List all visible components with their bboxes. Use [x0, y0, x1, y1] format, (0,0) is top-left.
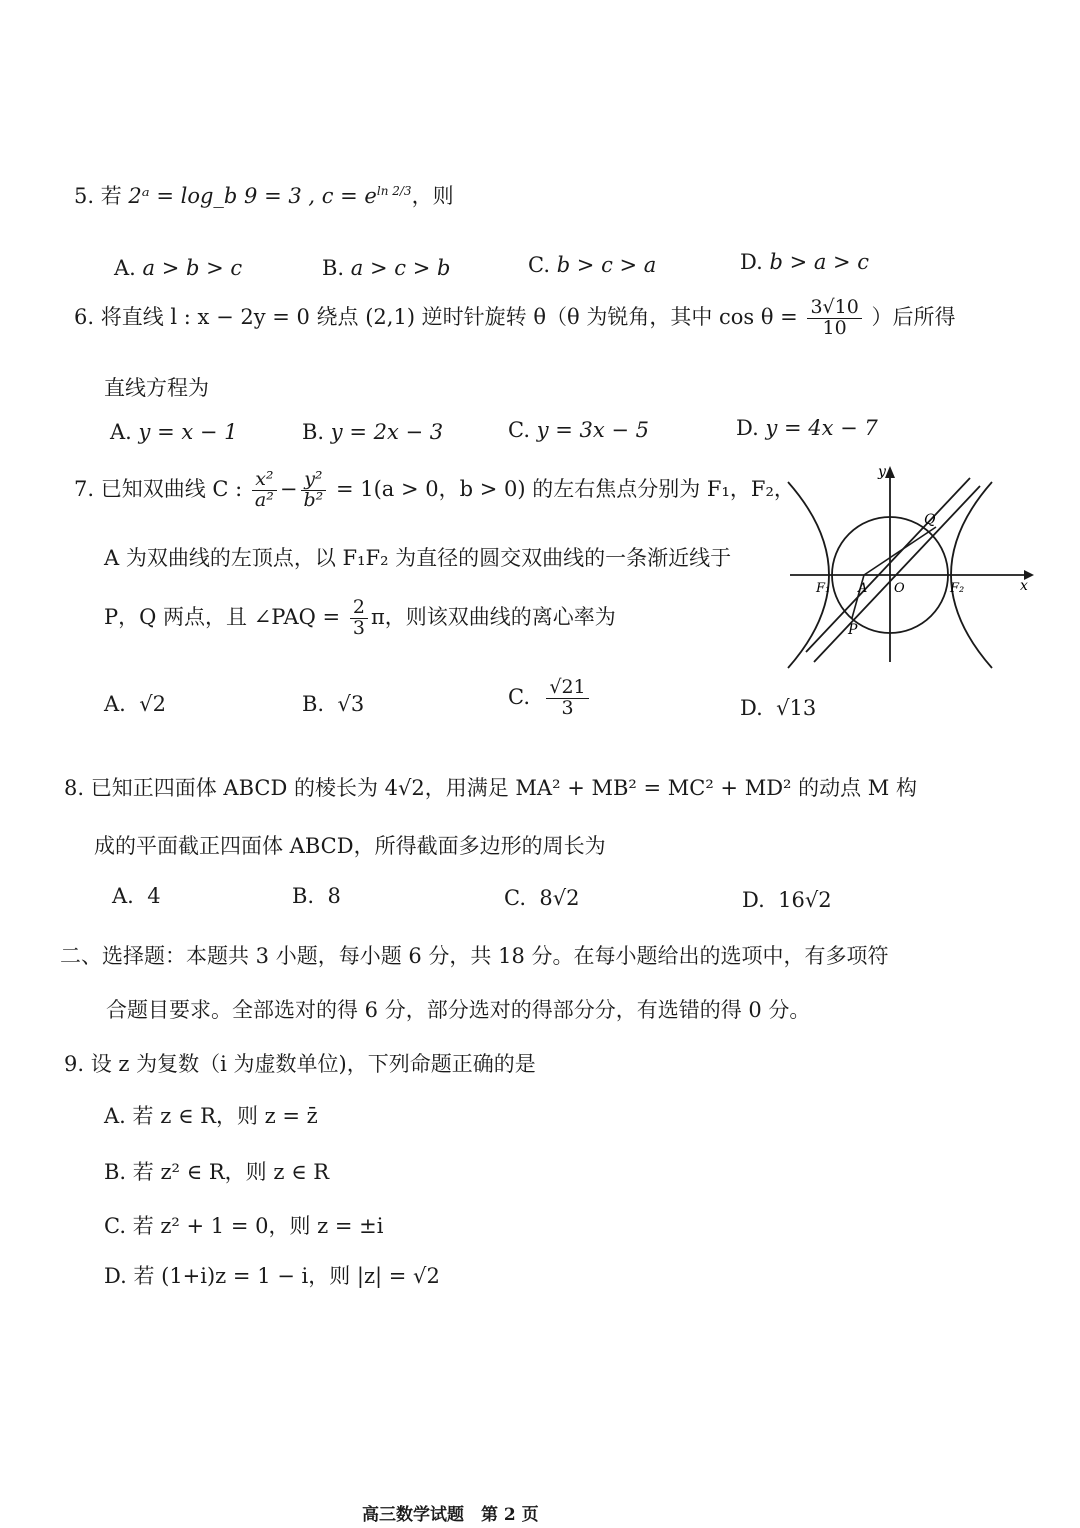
question-8-option-d: D. 16√2	[742, 888, 832, 912]
label-x: x	[1020, 578, 1028, 594]
label-p: P	[848, 622, 858, 638]
question-number: 5.	[74, 184, 95, 208]
question-6-option-b: B. y = 2x − 3	[302, 420, 444, 444]
question-8-stem-line2: 成的平面截正四面体 ABCD，所得截面多边形的周长为	[94, 834, 606, 858]
cos-fraction: $\frac{3√10}{10}$	[807, 298, 861, 339]
question-8-option-c: C. 8√2	[504, 886, 580, 910]
question-5-suffix: ，则	[411, 184, 454, 208]
question-6-option-c: C. y = 3x − 5	[508, 418, 650, 442]
question-6-text-end: ）后所得	[871, 304, 956, 329]
question-5-prefix: 若	[100, 184, 122, 208]
question-7-option-a: A. √2	[104, 692, 166, 716]
question-6-option-d: D. y = 4x − 7	[736, 416, 878, 440]
label-o: O	[894, 581, 905, 596]
angle-fraction: $\frac{2}{3}$	[350, 598, 368, 639]
question-7-option-d: D. √13	[740, 696, 817, 720]
question-7-option-b: B. √3	[302, 692, 365, 716]
question-7-text: 已知双曲线 C :	[100, 476, 243, 501]
label-q: Q	[924, 512, 936, 528]
question-number: 8.	[64, 776, 85, 800]
question-6-option-a: A. y = x − 1	[110, 420, 238, 444]
question-5-expression: 2ᵃ = log_b 9 = 3 , c = e	[128, 184, 377, 208]
label-f1: F₁	[816, 581, 831, 596]
question-7-option-c: C. $\frac{√21}{3}$	[508, 678, 592, 719]
question-9-option-b: B. 若 z² ∈ R，则 z ∈ R	[104, 1160, 330, 1184]
question-number: 9.	[64, 1052, 85, 1076]
section-2-instructions: 合题目要求。全部选对的得 6 分，部分选对的得部分分，有选错的得 0 分。	[106, 998, 811, 1022]
question-number: 7.	[74, 476, 95, 501]
option-c-fraction: $\frac{√21}{3}$	[546, 678, 588, 719]
segment-aq	[864, 527, 936, 575]
asymptote-line	[814, 486, 980, 662]
label-f2: F₂	[950, 581, 965, 596]
question-5-option-d: D. b > a > c	[740, 250, 870, 274]
y-axis-arrow	[885, 466, 895, 478]
question-7-text-b: = 1(a > 0，b > 0) 的左右焦点分别为 F₁，F₂，	[335, 476, 795, 501]
fraction-y: $\frac{\text{y²}}{\text{b²}}$	[300, 470, 326, 511]
question-6-stem-line2: 直线方程为	[104, 376, 209, 400]
question-5-exponent: ln 2/3	[376, 184, 412, 198]
question-8-option-a: A. 4	[112, 884, 161, 908]
question-9-option-c: C. 若 z² + 1 = 0，则 z = ±i	[104, 1214, 384, 1238]
hyperbola-figure	[784, 462, 1034, 670]
question-8-option-b: B. 8	[292, 884, 341, 908]
question-9-option-d: D. 若 (1+i)z = 1 − i，则 |z| = √2	[104, 1264, 440, 1288]
page-footer: 高三数学试题 第 2 页	[362, 1505, 539, 1525]
question-5-stem	[74, 184, 454, 209]
asymptote-line-2	[806, 478, 970, 652]
question-5-option-a: A. a > b > c	[114, 256, 243, 280]
question-number: 6.	[74, 304, 95, 329]
label-a: A	[858, 581, 868, 596]
question-8-text: 已知正四面体 ABCD 的棱长为 4√2，用满足 MA² + MB² = MC² + MD² 的动点 M 构	[90, 776, 917, 800]
question-9-option-a: A. 若 z ∈ R，则 z = z̄	[104, 1104, 318, 1128]
question-5-option-b: B. a > c > b	[322, 256, 451, 280]
question-9-text: 设 z 为复数（i 为虚数单位)，下列命题正确的是	[90, 1052, 536, 1076]
fraction-x: $\frac{\text{x²}}{\text{a²}}$	[252, 470, 277, 511]
question-7-stem-line2: A 为双曲线的左顶点，以 F₁F₂ 为直径的圆交双曲线的一条渐近线于	[104, 546, 732, 570]
question-7-stem-line3: P，Q 两点，且 ∠PAQ = $\frac{2}{3}$ π，则该双曲线的离心率为	[104, 596, 616, 639]
question-6-stem-line1	[74, 298, 956, 339]
question-6-text: 将直线 l : x − 2y = 0 绕点 (2,1) 逆时针旋转 θ（θ 为锐角，其中 cos θ =	[100, 304, 798, 329]
question-9-stem	[64, 1052, 536, 1077]
label-y: y	[878, 464, 886, 480]
question-5-option-c: C. b > c > a	[528, 253, 657, 277]
question-7-stem-line1: 7. 已知双曲线 C : $\frac{\text{x²}}{\text{a²}}$ − $\frac{\text{y²}}{\text{b²}}$ = 1(a > 0，b > 0) 的左右焦点分别为 F₁，F₂，	[74, 468, 795, 511]
section-2-heading: 二、选择题：本题共 3 小题，每小题 6 分，共 18 分。在每小题给出的选项中，有多项符	[60, 944, 889, 968]
question-8-stem-line1	[64, 776, 917, 801]
